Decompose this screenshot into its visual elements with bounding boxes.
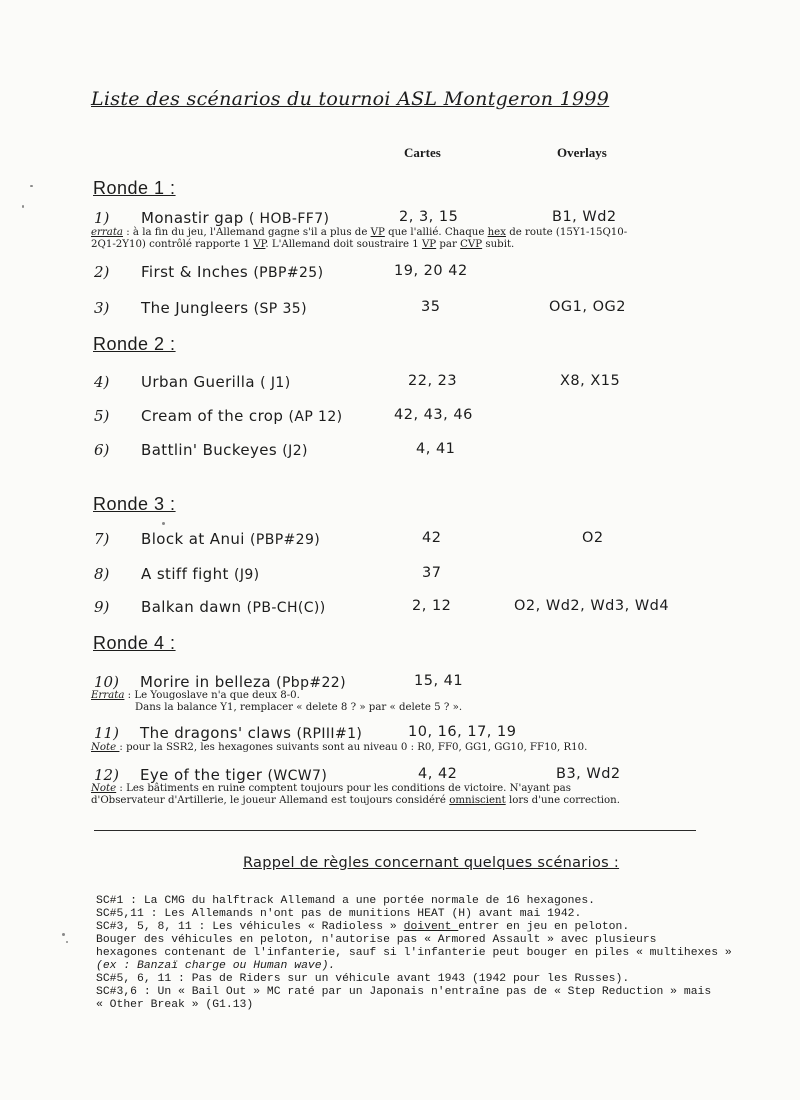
rule-line: SC#5, 6, 11 : Pas de Riders sur un véhicule avant 1943 (1942 pour les Russes). [96,973,630,985]
scenario-number: 2) [94,263,110,281]
scenario-cartes: 2, 3, 15 [399,209,459,225]
scenario-row [94,530,774,552]
ronde-1-heading: Ronde 1 : [93,178,176,198]
scan-speck [22,205,24,208]
scenario-cartes: 22, 23 [408,373,458,389]
scenario-row [94,263,774,285]
scenario-overlays: X8, X15 [560,373,621,389]
scenario-name: Morire in belleza (Pbp#22) [140,673,346,691]
ronde-3-heading: Ronde 3 : [93,494,176,514]
scenario-name: First & Inches (PBP#25) [141,263,324,281]
scenario-name: Monastir gap ( HOB-FF7) [141,209,330,227]
errata-note-1: errata : à la fin du jeu, l'Allemand gagne s'il a plus de VP que l'allié. Chaque hex de route (15Y1-15Q10- 2Q1-2Y10) contrôlé rapporte 1 VP. L'Allemand doit soustraire 1 VP par CVP subit. [91,227,628,250]
scan-speck [62,933,65,936]
scan-speck [30,185,33,187]
scenario-name: Block at Anui (PBP#29) [141,530,321,548]
rappel-heading: Rappel de règles concernant quelques scénarios : [243,855,620,871]
scan-speck [66,941,68,943]
scenario-overlays: OG1, OG2 [549,299,626,315]
scenario-cartes: 42 [422,530,442,546]
scenario-number: 6) [94,441,110,459]
scenario-row [94,373,774,395]
note-11: Note : pour la SSR2, les hexagones suivants sont au niveau 0 : R0, FF0, GG1, GG10, FF10, R10. [91,742,588,753]
scenario-row [94,407,774,429]
scenario-row [94,565,774,587]
scenario-number: 1) [94,209,110,227]
scenario-number: 9) [94,598,110,616]
scenario-row [94,441,774,463]
rules-list [96,895,732,1012]
scenario-overlays: O2, Wd2, Wd3, Wd4 [514,598,670,614]
scenario-cartes: 19, 20 42 [394,263,468,279]
scenario-cartes: 15, 41 [414,673,464,689]
scan-speck [162,522,165,525]
scenario-overlays: O2 [582,530,604,546]
scenario-name: The Jungleers (SP 35) [141,299,307,317]
rule-line: (ex : Banzaï charge ou Human wave). [96,960,336,972]
scenario-cartes: 2, 12 [412,598,452,614]
scenario-cartes: 10, 16, 17, 19 [408,724,517,740]
ronde-2-heading: Ronde 2 : [93,334,176,354]
errata-note-10: Errata : Le Yougoslave n'a que deux 8-0. Dans la balance Y1, remplacer « delete 8 ? » par « delete 5 ? ». [91,690,463,713]
scenario-row [94,598,774,620]
scenario-number: 10) [94,673,119,691]
rule-line: SC#3, 5, 8, 11 : Les véhicules « Radioless » doivent entrer en jeu en peloton. [96,921,630,933]
section-divider [94,830,696,831]
scenario-name: Cream of the crop (AP 12) [141,407,343,425]
scenario-number: 12) [94,766,119,784]
scenario-name: The dragons' claws (RPIII#1) [140,724,363,742]
scenario-cartes: 4, 42 [418,766,458,782]
scenario-name: Battlin' Buckeyes (J2) [141,441,308,459]
rule-line: SC#3,6 : Un « Bail Out » MC raté par un Japonais n'entraîne pas de « Step Reduction » mais [96,986,712,998]
ronde-4-heading: Ronde 4 : [93,633,176,653]
scenario-number: 3) [94,299,110,317]
scenario-name: A stiff fight (J9) [141,565,260,583]
scenario-cartes: 42, 43, 46 [394,407,473,423]
scenario-number: 11) [94,724,119,742]
scenario-cartes: 35 [421,299,441,315]
scenario-name: Balkan dawn (PB-CH(C)) [141,598,326,616]
scenario-number: 8) [94,565,110,583]
scenario-number: 5) [94,407,110,425]
scenario-name: Urban Guerilla ( J1) [141,373,291,391]
rule-line: SC#1 : La CMG du halftrack Allemand a une portée normale de 16 hexagones. [96,895,595,907]
scenario-number: 4) [94,373,110,391]
scenario-cartes: 4, 41 [416,441,456,457]
overlays-column-header: Overlays [557,145,607,160]
scenario-name: Eye of the tiger (WCW7) [140,766,328,784]
rule-line: hexagones contenant de l'infanterie, sauf si l'infanterie peut bouger en piles « multihexes » [96,947,732,959]
cartes-column-header: Cartes [404,145,441,160]
rule-line: Bouger des véhicules en peloton, n'autorise pas « Armored Assault » avec plusieurs [96,934,657,946]
scenario-row [94,299,774,321]
scenario-overlays: B3, Wd2 [556,766,621,782]
rule-line: « Other Break » (G1.13) [96,999,254,1011]
page-title: Liste des scénarios du tournoi ASL Montgeron 1999 [91,88,610,110]
scenario-number: 7) [94,530,110,548]
scenario-overlays: B1, Wd2 [552,209,617,225]
scenario-cartes: 37 [422,565,442,581]
rule-line: SC#5,11 : Les Allemands n'ont pas de munitions HEAT (H) avant mai 1942. [96,908,582,920]
note-12: Note : Les bâtiments en ruine comptent toujours pour les conditions de victoire. N'ayant pas d'Observateur d'Artillerie, le joueur Allemand est toujours considéré omniscient lors d'une correction. [91,783,620,806]
